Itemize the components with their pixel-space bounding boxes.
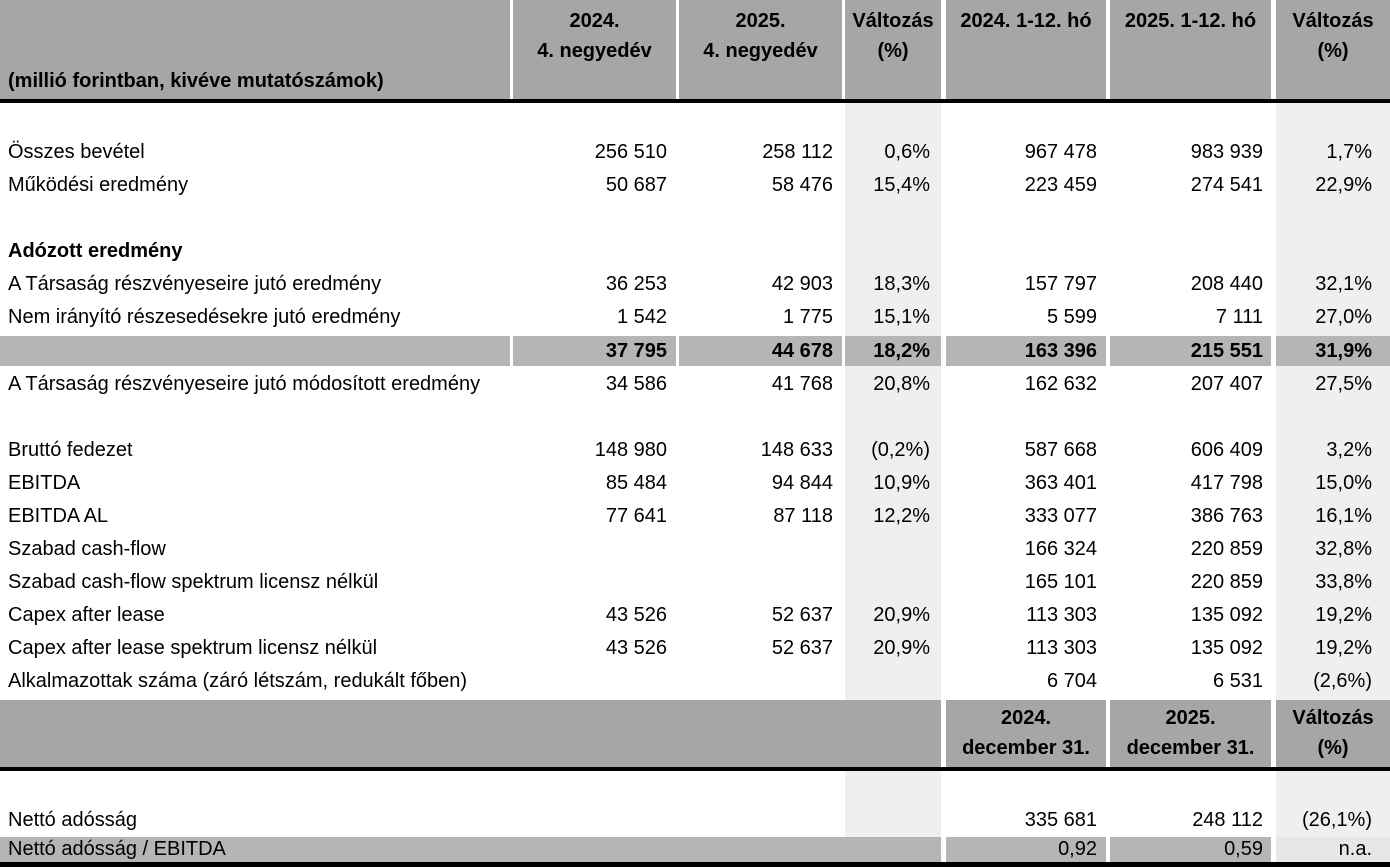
cell-change-quarter: (0,2%) <box>871 439 930 461</box>
cell-ytd-2025: 215 551 <box>1110 336 1271 366</box>
cell-q4-2024: 1 542 <box>616 306 667 328</box>
cell-change-year: 32,8% <box>1315 538 1372 560</box>
cell-ytd-2025: 220 859 <box>1190 538 1263 560</box>
header-line: 2025. <box>735 10 786 32</box>
cell-ytd-2025: 606 409 <box>1190 439 1263 461</box>
cell-ytd-2024: 163 396 <box>946 336 1106 366</box>
cell-change-year: 31,9% <box>1276 336 1390 366</box>
cell-change-year: 19,2% <box>1315 604 1372 626</box>
cell-ytd-2025 <box>1110 235 1271 268</box>
unit-label: (millió forintban, kivéve mutatószámok) <box>0 0 510 99</box>
cell-q4-2024 <box>513 235 676 268</box>
cell-q4-2025: 52 637 <box>771 637 833 659</box>
cell-ytd-2025: 248 112 <box>1192 809 1263 831</box>
cell-q4-2024: 50 687 <box>605 174 667 196</box>
row-label: A Társaság részvényeseire jutó módosított eredmény <box>8 373 481 395</box>
header-change-quarter <box>845 0 941 99</box>
header-line: (%) <box>1317 40 1349 62</box>
cell-ytd-2024 <box>946 235 1106 268</box>
cell-ytd-2025: 7 111 <box>1215 306 1263 328</box>
cell-change-year: (2,6%) <box>1313 670 1372 692</box>
cell-ytd-2024: 333 077 <box>1024 505 1097 527</box>
cell-q4-2024: 85 484 <box>605 472 667 494</box>
cell-q4-2025: 94 844 <box>771 472 833 494</box>
cell-q4-2025: 58 476 <box>771 174 833 196</box>
cell-change-quarter: 10,9% <box>873 472 930 494</box>
cell-q4-2025: 41 768 <box>771 373 833 395</box>
header-line: (%) <box>877 40 909 62</box>
row-label: Szabad cash-flow spektrum licensz nélkül <box>8 571 379 593</box>
table-row <box>0 434 1390 467</box>
row-label: Capex after lease <box>8 604 165 626</box>
header-line: (%) <box>1317 737 1349 759</box>
cell-ytd-2025: 135 092 <box>1190 637 1263 659</box>
header-line: Változás <box>1292 10 1374 32</box>
cell-q4-2024 <box>513 566 676 599</box>
cell-q4-2024: 34 586 <box>605 373 667 395</box>
header-ytd-2024: 2024. 1-12. hó <box>946 0 1106 99</box>
cell-q4-2025: 44 678 <box>679 336 842 366</box>
cell-change-year: 32,1% <box>1315 273 1372 295</box>
cell-q4-2024 <box>513 665 676 698</box>
cell-ytd-2025: 220 859 <box>1190 571 1263 593</box>
cell-change-year: 27,5% <box>1315 373 1372 395</box>
table-row <box>0 665 1390 698</box>
cell-ytd-2024: 157 797 <box>1024 273 1097 295</box>
cell-ytd-2024: 6 704 <box>1046 670 1097 692</box>
spacer-row <box>0 103 1390 136</box>
mid-header-left-block <box>0 700 941 767</box>
cell-ytd-2024: 5 599 <box>1046 306 1097 328</box>
cell-change-year: n.a. <box>1276 837 1390 862</box>
row-label: Capex after lease spektrum licensz nélkül <box>8 637 378 659</box>
row-label: EBITDA <box>8 472 81 494</box>
cell-ytd-2024: 363 401 <box>1024 472 1097 494</box>
cell-change-quarter <box>845 566 941 599</box>
spacer-row <box>0 202 1390 235</box>
cell-change-quarter <box>845 533 941 566</box>
row-label: Nem irányító részesedésekre jutó eredmény <box>8 306 401 328</box>
cell-q4-2025: 52 637 <box>771 604 833 626</box>
cell-change-quarter: 0,6% <box>884 141 930 163</box>
cell-q4-2025 <box>679 665 842 698</box>
cell-q4-2024: 37 795 <box>513 336 676 366</box>
table-row <box>0 169 1390 202</box>
cell-q4-2024: 256 510 <box>594 141 667 163</box>
row-label: EBITDA AL <box>8 505 109 527</box>
cell-ytd-2025: 6 531 <box>1212 670 1263 692</box>
header-q4-2024 <box>513 0 676 99</box>
row-label: A Társaság részvényeseire jutó eredmény <box>8 273 382 295</box>
cell-q4-2025 <box>679 235 842 268</box>
cell-q4-2025: 42 903 <box>771 273 833 295</box>
cell-ytd-2024: 587 668 <box>1024 439 1097 461</box>
cell-change-quarter: 12,2% <box>873 505 930 527</box>
row-label: Nettó adósság / EBITDA <box>0 837 941 862</box>
cell-change-year: 3,2% <box>1326 439 1372 461</box>
table-body <box>0 103 1390 862</box>
table-row <box>0 368 1390 401</box>
table-row <box>0 301 1390 334</box>
row-label: Nettó adósság <box>8 809 137 831</box>
cell-q4-2025 <box>679 566 842 599</box>
row-label: Adózott eredmény <box>8 240 183 262</box>
cell-change-year <box>1276 235 1390 268</box>
cell-change-quarter: 18,3% <box>873 273 930 295</box>
cell-ytd-2024: 0,92 <box>946 837 1106 862</box>
table-row <box>0 804 1390 837</box>
cell-ytd-2024: 223 459 <box>1024 174 1097 196</box>
cell-q4-2025: 1 775 <box>782 306 833 328</box>
cell-ytd-2025: 0,59 <box>1110 837 1271 862</box>
header-q4-2025 <box>679 0 842 99</box>
cell-ytd-2025: 208 440 <box>1190 273 1263 295</box>
cell-q4-2024: 43 526 <box>605 637 667 659</box>
row-label: Működési eredmény <box>8 174 189 196</box>
mid-header-row <box>0 698 1390 771</box>
cell-change-quarter: 15,1% <box>873 306 930 328</box>
cell-q4-2025: 148 633 <box>760 439 833 461</box>
header-line: 4. negyedév <box>537 40 652 62</box>
cell-change-quarter: 18,2% <box>845 336 941 366</box>
header-line: Változás <box>852 10 934 32</box>
cell-q4-2025 <box>679 804 842 837</box>
cell-change-quarter: 15,4% <box>873 174 930 196</box>
cell-change-year: 15,0% <box>1315 472 1372 494</box>
cell-ytd-2024: 967 478 <box>1024 141 1097 163</box>
cell-ytd-2025: 417 798 <box>1190 472 1263 494</box>
cell-change-quarter: 20,9% <box>873 604 930 626</box>
table-header <box>0 0 1390 103</box>
cell-q4-2025 <box>679 533 842 566</box>
cell-ytd-2025: 207 407 <box>1190 373 1263 395</box>
table-row <box>0 500 1390 533</box>
cell-change-year: (26,1%) <box>1301 809 1372 831</box>
cell-change-year: 22,9% <box>1315 174 1372 196</box>
cell-change-year: 19,2% <box>1315 637 1372 659</box>
header-dec-2024 <box>946 700 1106 767</box>
cell-q4-2024: 43 526 <box>605 604 667 626</box>
table-row <box>0 837 1390 862</box>
cell-q4-2024: 77 641 <box>605 505 667 527</box>
cell-q4-2024 <box>513 533 676 566</box>
cell-ytd-2025: 274 541 <box>1190 174 1263 196</box>
cell-change-year: 33,8% <box>1315 571 1372 593</box>
table-row <box>0 235 1390 268</box>
spacer-row <box>0 771 1390 804</box>
header-ytd-2025: 2025. 1-12. hó <box>1110 0 1271 99</box>
table-row <box>0 632 1390 665</box>
cell-ytd-2024: 335 681 <box>1024 809 1097 831</box>
row-label: Összes bevétel <box>8 141 145 163</box>
header-line: 2024. <box>1000 707 1052 729</box>
header-line: 4. negyedév <box>703 40 818 62</box>
cell-ytd-2024: 166 324 <box>1024 538 1097 560</box>
row-label: Szabad cash-flow <box>8 538 166 560</box>
header-line: december 31. <box>1126 737 1255 759</box>
table-row <box>0 467 1390 500</box>
cell-ytd-2024: 162 632 <box>1024 373 1097 395</box>
cell-change-quarter <box>845 665 941 698</box>
cell-change-year: 16,1% <box>1315 505 1372 527</box>
cell-change-year: 1,7% <box>1326 141 1372 163</box>
cell-ytd-2024: 113 303 <box>1026 637 1097 659</box>
table-row <box>0 334 1390 368</box>
table-row <box>0 268 1390 301</box>
cell-ytd-2025: 386 763 <box>1190 505 1263 527</box>
cell-change-quarter: 20,8% <box>873 373 930 395</box>
cell-change-quarter <box>845 235 941 268</box>
row-label: Bruttó fedezet <box>8 439 133 461</box>
header-dec-2025 <box>1110 700 1271 767</box>
cell-q4-2024 <box>513 804 676 837</box>
cell-ytd-2024: 165 101 <box>1024 571 1097 593</box>
header-change-year <box>1276 0 1390 99</box>
spacer-row <box>0 401 1390 434</box>
cell-q4-2024: 36 253 <box>605 273 667 295</box>
table-row <box>0 136 1390 169</box>
header-line: Változás <box>1292 707 1374 729</box>
row-label: Alkalmazottak száma (záró létszám, redukált főben) <box>8 670 468 692</box>
cell-ytd-2025: 135 092 <box>1190 604 1263 626</box>
header-line: december 31. <box>962 737 1090 759</box>
cell-q4-2025: 258 112 <box>762 141 833 163</box>
cell-ytd-2025: 983 939 <box>1190 141 1263 163</box>
header-line: 2024. <box>569 10 620 32</box>
row-label <box>0 336 510 366</box>
table-row <box>0 599 1390 632</box>
table-row <box>0 533 1390 566</box>
cell-change-quarter: 20,9% <box>873 637 930 659</box>
header-change-year <box>1276 700 1390 767</box>
cell-q4-2025: 87 118 <box>773 505 833 527</box>
cell-change-year: 27,0% <box>1315 306 1372 328</box>
table-row <box>0 566 1390 599</box>
header-line: 2025. <box>1165 707 1216 729</box>
cell-change-quarter <box>845 804 941 837</box>
cell-q4-2024: 148 980 <box>594 439 667 461</box>
cell-ytd-2024: 113 303 <box>1026 604 1097 626</box>
